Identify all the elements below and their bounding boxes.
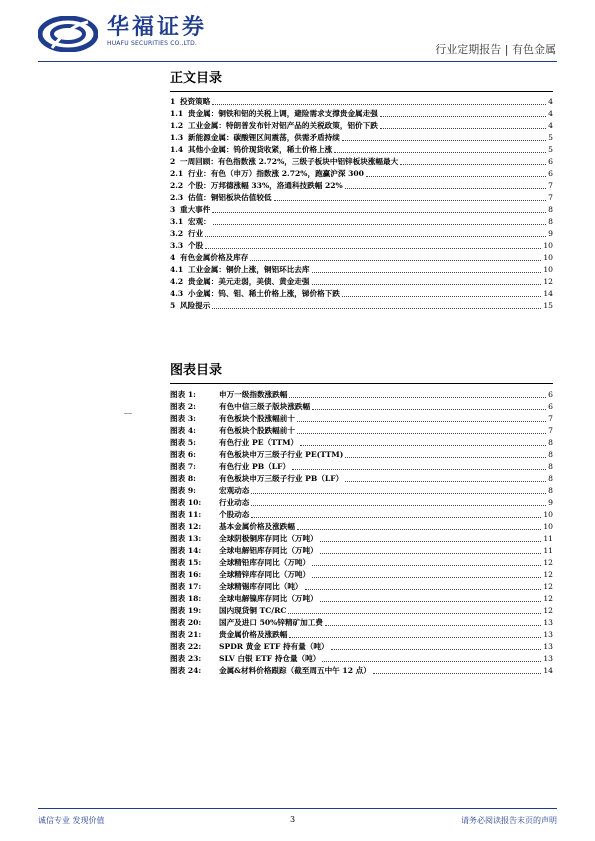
figure-entry-page: 13 — [543, 630, 553, 639]
figures-title-underline — [170, 383, 553, 384]
figure-entry-title: 全球精铅库存同比（万吨） — [219, 558, 311, 567]
figure-entry-title: 基本金属价格及涨跌幅 — [219, 522, 295, 531]
toc-entry-page: 10 — [543, 241, 553, 250]
toc-entry-page: 9 — [548, 229, 553, 238]
toc-entry[interactable] — [170, 276, 553, 288]
figure-entry[interactable] — [170, 449, 553, 461]
toc-entry-page: 7 — [548, 181, 553, 190]
dot-leader — [322, 661, 541, 662]
figure-entry-page: 6 — [548, 390, 553, 399]
figure-entry-page: 13 — [543, 618, 553, 627]
toc-entry[interactable] — [170, 216, 553, 228]
toc-entry-title: 贵金属：铜铁和铝的关税上调，避险需求支撑贵金属走强 — [188, 109, 378, 118]
toc-entry-number: 3.3 — [170, 241, 184, 250]
toc-entry[interactable] — [170, 156, 553, 168]
figure-entry[interactable] — [170, 497, 553, 509]
toc-entry-page: 10 — [543, 253, 553, 262]
figure-entry-label: 图表 6: — [170, 450, 196, 459]
toc-entry-page: 8 — [548, 217, 553, 226]
toc-entry[interactable] — [170, 132, 553, 144]
figure-entry[interactable] — [170, 437, 553, 449]
toc-entry-number: 5 — [170, 301, 176, 310]
figure-entry-title: 宏观动态 — [219, 486, 250, 495]
toc-entry[interactable] — [170, 168, 553, 180]
figure-entry-title: 有色行业 PB（LF） — [219, 462, 291, 471]
figure-entry-page: 7 — [548, 414, 553, 423]
figure-entry-title: 有色板块申万三级子行业 PE(TTM) — [219, 450, 344, 459]
dot-leader — [325, 625, 541, 626]
figure-entry-label: 图表 12: — [170, 522, 202, 531]
dot-leader — [274, 200, 547, 201]
dot-leader — [297, 421, 546, 422]
figure-entry-title: 有色行业 PE（TTM） — [219, 438, 299, 447]
figure-entry[interactable] — [170, 617, 553, 629]
dot-leader — [312, 409, 546, 410]
figure-entry-label: 图表 23: — [170, 654, 202, 663]
dot-leader — [380, 116, 546, 117]
toc-entry-page: 15 — [543, 301, 553, 310]
figure-entry[interactable] — [170, 581, 553, 593]
figure-entry-title: 行业动态 — [219, 498, 250, 507]
toc-entry-title: 有色金属价格及库存 — [180, 253, 249, 262]
figure-entry-page: 8 — [548, 450, 553, 459]
toc-entry-number: 2.3 — [170, 193, 184, 202]
dot-leader — [297, 529, 541, 530]
figure-entry-title: 国内现货铜 TC/RC — [219, 606, 287, 615]
figure-entry-title: 有色板块个股涨幅前十 — [219, 414, 295, 423]
figure-entry-page: 14 — [543, 666, 553, 675]
figure-entry[interactable] — [170, 557, 553, 569]
dot-leader — [212, 308, 541, 309]
toc-entry-number: 3 — [170, 205, 176, 214]
toc-entry-title: 估值：铜铝板块估值较低 — [188, 193, 272, 202]
toc-entry-page: 14 — [543, 289, 553, 298]
figure-entry[interactable] — [170, 533, 553, 545]
toc-entry[interactable] — [170, 240, 553, 252]
figure-entry-label: 图表 9: — [170, 486, 196, 495]
toc-entry-page: 12 — [543, 277, 553, 286]
brand-name-en: HUAFU SECURITIES CO.,LTD. — [107, 40, 198, 47]
toc-entry-page: 4 — [548, 97, 553, 106]
margin-mark — [124, 413, 132, 414]
figure-entry-label: 图表 13: — [170, 534, 202, 543]
toc-entry-title: 一周回顾：有色指数涨 2.72%，三级子板块中铝锌板块涨幅最大 — [180, 157, 399, 166]
figure-entry[interactable] — [170, 389, 553, 401]
figure-entry[interactable] — [170, 545, 553, 557]
figure-entry-label: 图表 18: — [170, 594, 202, 603]
figures-title: 图表目录 — [170, 363, 223, 378]
toc-entry-title: 新能源金属：碳酸锂区间震荡，供需矛盾持续 — [188, 133, 340, 142]
figure-entry-page: 12 — [543, 594, 553, 603]
toc-entry-title: 行业 — [188, 229, 204, 238]
dot-leader — [320, 541, 542, 542]
toc-entry-number: 2.1 — [170, 169, 184, 178]
dot-leader — [213, 224, 546, 225]
dot-leader — [342, 140, 546, 141]
toc-title-underline — [170, 91, 553, 92]
figure-entry[interactable] — [170, 569, 553, 581]
toc-entry[interactable] — [170, 204, 553, 216]
figure-entry-title: 有色中信三级子版块涨跌幅 — [219, 402, 311, 411]
toc-entry[interactable] — [170, 120, 553, 132]
dot-leader — [342, 296, 541, 297]
dot-leader — [320, 601, 542, 602]
figure-entry-page: 8 — [548, 486, 553, 495]
figure-entry-page: 12 — [543, 582, 553, 591]
page-header — [0, 0, 595, 62]
footer-slogan: 诚信专业 发现价值 — [38, 816, 105, 825]
figure-entry[interactable] — [170, 605, 553, 617]
toc-entry-title: 投资策略 — [180, 97, 211, 106]
toc-list — [170, 96, 553, 312]
report-type: 行业定期报告 | 有色金属 — [435, 43, 556, 56]
figure-entry-title: 全球电解镍库存同比（万吨） — [219, 594, 318, 603]
figure-entry-label: 图表 14: — [170, 546, 202, 555]
toc-entry-number: 1 — [170, 97, 176, 106]
toc-entry-number: 3.1 — [170, 217, 184, 226]
toc-entry[interactable] — [170, 300, 553, 312]
toc-entry-number: 2 — [170, 157, 176, 166]
dot-leader — [292, 469, 546, 470]
figure-entry[interactable] — [170, 593, 553, 605]
dot-leader — [250, 260, 541, 261]
toc-entry-title: 工业金属：铜价上涨，铜铝环比去库 — [188, 265, 310, 274]
figure-entry-label: 图表 1: — [170, 390, 196, 399]
toc-entry-page: 6 — [548, 169, 553, 178]
toc-entry-title: 其他小金属：钨价现货收紧，稀土价格上涨 — [188, 145, 333, 154]
figure-entry[interactable] — [170, 425, 553, 437]
figure-entry-label: 图表 5: — [170, 438, 196, 447]
dot-leader — [373, 673, 542, 674]
figure-entry-label: 图表 24: — [170, 666, 202, 675]
toc-entry-number: 4.1 — [170, 265, 184, 274]
toc-entry[interactable] — [170, 228, 553, 240]
figures-list — [170, 389, 553, 677]
figure-entry-page: 12 — [543, 570, 553, 579]
figure-entry[interactable] — [170, 485, 553, 497]
figure-entry-label: 图表 15: — [170, 558, 202, 567]
toc-entry-page: 6 — [548, 157, 553, 166]
figure-entry-title: 全球精锌库存同比（万吨） — [219, 570, 311, 579]
figure-entry-title: 贵金属价格及涨跌幅 — [219, 630, 288, 639]
toc-entry-page: 10 — [543, 265, 553, 274]
dot-leader — [297, 433, 546, 434]
figure-entry[interactable] — [170, 473, 553, 485]
figure-entry[interactable] — [170, 401, 553, 413]
figure-entry[interactable] — [170, 521, 553, 533]
dot-leader — [288, 613, 541, 614]
figure-entry-page: 9 — [548, 498, 553, 507]
toc-entry-title: 重大事件 — [180, 205, 211, 214]
figure-entry-label: 图表 11: — [170, 510, 202, 519]
toc-entry[interactable] — [170, 192, 553, 204]
header-divider — [38, 61, 557, 62]
figure-entry-label: 图表 8: — [170, 474, 196, 483]
dot-leader — [305, 589, 542, 590]
dot-leader — [205, 236, 546, 237]
toc-entry-page: 7 — [548, 193, 553, 202]
dot-leader — [380, 128, 546, 129]
dot-leader — [205, 248, 541, 249]
dot-leader — [320, 553, 542, 554]
figure-entry-page: 12 — [543, 558, 553, 567]
dot-leader — [366, 176, 546, 177]
toc-entry-page: 4 — [548, 109, 553, 118]
page-number: 3 — [290, 815, 296, 824]
figure-entry-title: 全球电解铝库存同比（万吨） — [219, 546, 318, 555]
toc-entry-title: 行业：有色（申万）指数涨 2.72%，跑赢沪深 300 — [188, 169, 364, 178]
footer-divider — [38, 808, 557, 809]
figure-entry-label: 图表 4: — [170, 426, 196, 435]
figure-entry-label: 图表 21: — [170, 630, 202, 639]
toc-entry-number: 4.2 — [170, 277, 184, 286]
toc-entry-number: 1.4 — [170, 145, 184, 154]
dot-leader — [212, 212, 546, 213]
dot-leader — [289, 637, 541, 638]
figure-entry-label: 图表 2: — [170, 402, 196, 411]
figure-entry[interactable] — [170, 629, 553, 641]
figure-entry-page: 12 — [543, 606, 553, 615]
toc-entry-number: 4 — [170, 253, 176, 262]
figure-entry-page: 11 — [543, 534, 553, 543]
figure-entry-page: 10 — [543, 510, 553, 519]
figure-entry-title: SLV 白银 ETF 持仓量（吨） — [219, 654, 321, 663]
toc-entry-page: 5 — [548, 133, 553, 142]
toc-entry-number: 2.2 — [170, 181, 184, 190]
dot-leader — [212, 104, 546, 105]
toc-entry[interactable] — [170, 180, 553, 192]
dot-leader — [312, 272, 542, 273]
figure-entry-label: 图表 17: — [170, 582, 202, 591]
figure-entry-title: 国产及进口 50%锌精矿加工费 — [219, 618, 323, 627]
toc-entry-title: 个股：万邦德涨幅 33%，洛通科技跌幅 22% — [188, 181, 343, 190]
toc-entry[interactable] — [170, 108, 553, 120]
figure-entry-page: 11 — [543, 546, 553, 555]
toc-entry-number: 3.2 — [170, 229, 184, 238]
dot-leader — [289, 397, 546, 398]
toc-entry-title: 个股 — [188, 241, 204, 250]
toc-entry[interactable] — [170, 96, 553, 108]
toc-entry-title: 贵金属：美元走弱，美债、黄金走强 — [188, 277, 310, 286]
figure-entry-label: 图表 10: — [170, 498, 202, 507]
figure-entry-page: 7 — [548, 426, 553, 435]
figure-entry-page: 6 — [548, 402, 553, 411]
figure-entry[interactable] — [170, 641, 553, 653]
figure-entry-title: 有色板块申万三级子行业 PB（LF） — [219, 474, 344, 483]
huafu-logo-icon — [38, 16, 98, 52]
figure-entry[interactable] — [170, 665, 553, 677]
toc-entry-page: 4 — [548, 121, 553, 130]
toc-entry-title: 宏观： — [188, 217, 211, 226]
dot-leader — [300, 445, 546, 446]
figure-entry[interactable] — [170, 413, 553, 425]
figure-entry-page: 8 — [548, 462, 553, 471]
toc-entry-number: 1.1 — [170, 109, 184, 118]
figure-entry[interactable] — [170, 461, 553, 473]
dot-leader — [345, 457, 546, 458]
figure-entry-page: 13 — [543, 654, 553, 663]
figure-entry-title: 个股动态 — [219, 510, 250, 519]
toc-entry[interactable] — [170, 252, 553, 264]
figure-entry-page: 8 — [548, 438, 553, 447]
toc-entry-number: 4.3 — [170, 289, 184, 298]
figure-entry-label: 图表 3: — [170, 414, 196, 423]
toc-title: 正文目录 — [170, 71, 223, 86]
dot-leader — [312, 284, 542, 285]
toc-entry-title: 工业金属：特朗普发布针对铝产品的关税政策，铝价下跌 — [188, 121, 378, 130]
dot-leader — [312, 565, 541, 566]
toc-entry[interactable] — [170, 288, 553, 300]
figure-entry-title: 全球阴极铜库存同比（万吨） — [219, 534, 318, 543]
toc-entry-page: 5 — [548, 145, 553, 154]
dot-leader — [400, 164, 546, 165]
figure-entry-page: 13 — [543, 642, 553, 651]
figure-entry-label: 图表 16: — [170, 570, 202, 579]
dot-leader — [251, 517, 541, 518]
toc-entry-page: 8 — [548, 205, 553, 214]
figure-entry-title: 全球精锡库存同比（吨） — [219, 582, 303, 591]
toc-entry[interactable] — [170, 264, 553, 276]
figure-entry-title: 有色板块个股跌幅前十 — [219, 426, 295, 435]
figure-entry-page: 8 — [548, 474, 553, 483]
footer-disclaimer: 请务必阅读报告末页的声明 — [461, 816, 557, 825]
brand-name-cn: 华福证券 — [107, 15, 208, 40]
figure-entry[interactable] — [170, 509, 553, 521]
toc-entry[interactable] — [170, 144, 553, 156]
figure-entry[interactable] — [170, 653, 553, 665]
dot-leader — [345, 188, 546, 189]
dot-leader — [312, 577, 541, 578]
dot-leader — [334, 152, 546, 153]
figure-entry-page: 10 — [543, 522, 553, 531]
figure-entry-label: 图表 7: — [170, 462, 196, 471]
figure-entry-label: 图表 20: — [170, 618, 202, 627]
toc-entry-title: 风险提示 — [180, 301, 211, 310]
dot-leader — [331, 649, 542, 650]
dot-leader — [345, 481, 546, 482]
figure-entry-title: SPDR 黄金 ETF 持有量（吨） — [219, 642, 329, 651]
dot-leader — [251, 493, 546, 494]
toc-entry-title: 小金属：钨、钼、稀土价格上涨，锑价格下跌 — [188, 289, 340, 298]
figure-entry-label: 图表 22: — [170, 642, 202, 651]
figure-entry-label: 图表 19: — [170, 606, 202, 615]
toc-entry-number: 1.3 — [170, 133, 184, 142]
toc-entry-number: 1.2 — [170, 121, 184, 130]
figure-entry-title: 金属&材料价格跟踪（截至周五中午 12 点） — [219, 666, 371, 675]
figure-entry-title: 申万一级指数涨跌幅 — [219, 390, 288, 399]
dot-leader — [251, 505, 546, 506]
